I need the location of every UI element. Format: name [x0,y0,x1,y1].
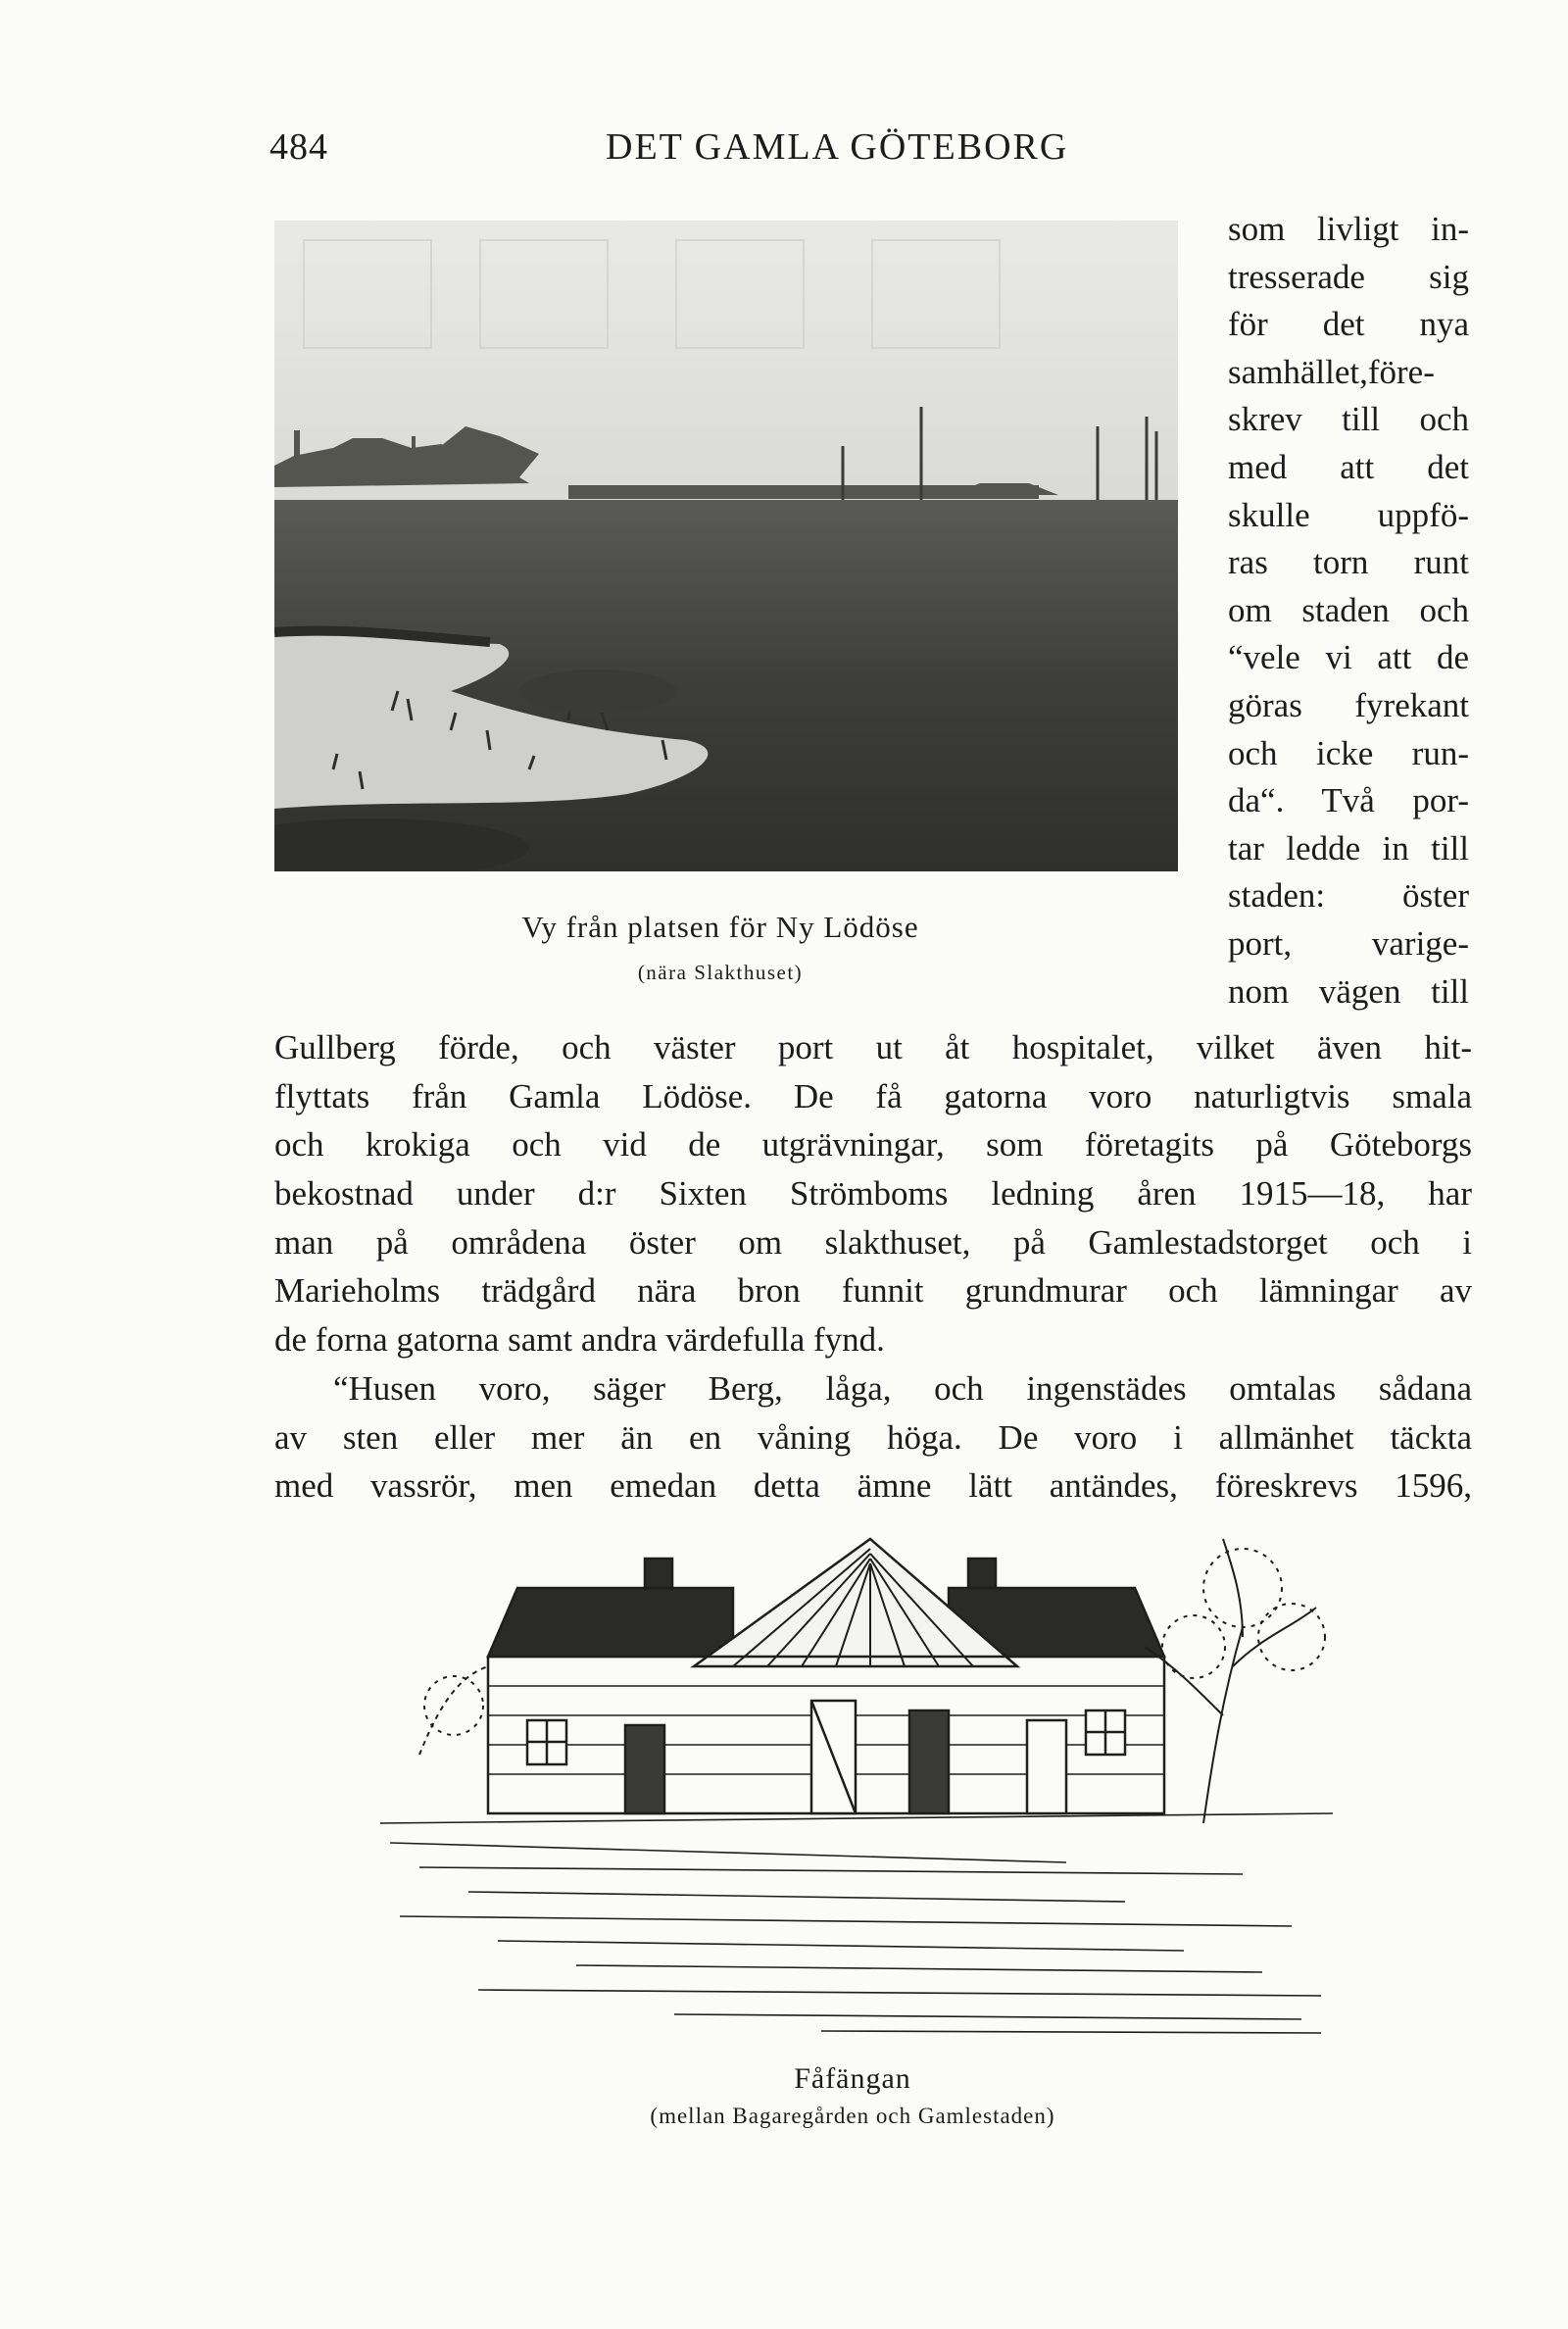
text-line: av sten eller mer än en våning höga. De voro i allmänhet täckta [274,1417,1472,1457]
text-line: de forna gatorna samt andra värdefulla fynd. [274,1320,885,1360]
text-line: man på områdena öster om slakthuset, på Gamlestadstorget och i [274,1222,1472,1262]
text-line: skrev till och [1228,400,1469,439]
text-line: om staden och [1228,590,1469,629]
running-title: DET GAMLA GÖTEBORG [606,126,1069,168]
text-line: och krokiga och vid de utgrävningar, som företagits på Göteborgs [274,1125,1472,1164]
text-line: med att det [1228,447,1469,486]
text-line: för det nya [1228,305,1469,344]
text-line: “Husen voro, säger Berg, låga, och ingenstädes omtalas sådana [333,1368,1472,1408]
text-line: port, varige- [1228,923,1469,963]
photo-caption [372,910,1068,985]
text-line: staden: öster [1228,876,1469,916]
photo-caption-title: Vy från platsen för Ny Lödöse [521,910,919,944]
farmhouse-drawing-image [380,1529,1333,2039]
text-line: tar ledde in till [1228,828,1469,867]
text-line: tresserade sig [1228,257,1469,296]
text-line: som livligt in- [1228,210,1469,248]
text-line: med vassrör, men emedan detta ämne lätt antändes, föreskrevs 1596, [274,1466,1472,1506]
page-header [0,125,1568,174]
page-number: 484 [270,126,328,168]
text-line: samhället,före- [1228,352,1435,391]
text-line: da“. Två por- [1228,781,1469,820]
drawing-caption-title: Fåfängan [794,2062,911,2095]
body-text [274,1023,1472,1511]
text-line: Marieholms trädgård nära bron funnit grundmurar och lämningar av [274,1271,1472,1311]
text-line: nom vägen till [1228,971,1469,1011]
text-line: flyttats från Gamla Lödöse. De få gatorna voro naturligtvis smala [274,1076,1472,1115]
drawing-caption [549,2062,1156,2129]
landscape-photo [274,221,1178,871]
text-line: Gullberg förde, och väster port ut åt hospitalet, vilket även hit- [274,1028,1472,1066]
text-line: bekostnad under d:r Sixten Strömboms ledning åren 1915—18, har [274,1174,1472,1214]
text-line: och icke run- [1228,733,1469,772]
text-line: skulle uppfö- [1228,495,1469,534]
farmhouse-drawing [380,1529,1333,2039]
side-text-column [1228,206,1469,1016]
drawing-caption-subtitle: (mellan Bagaregården och Gamlestaden) [650,2104,1055,2128]
text-line: “vele vi att de [1228,638,1469,677]
text-line: göras fyrekant [1228,685,1469,724]
text-line: ras torn runt [1228,543,1469,582]
landscape-photo-image [274,221,1178,871]
photo-caption-subtitle: (nära Slakthuset) [637,961,804,984]
